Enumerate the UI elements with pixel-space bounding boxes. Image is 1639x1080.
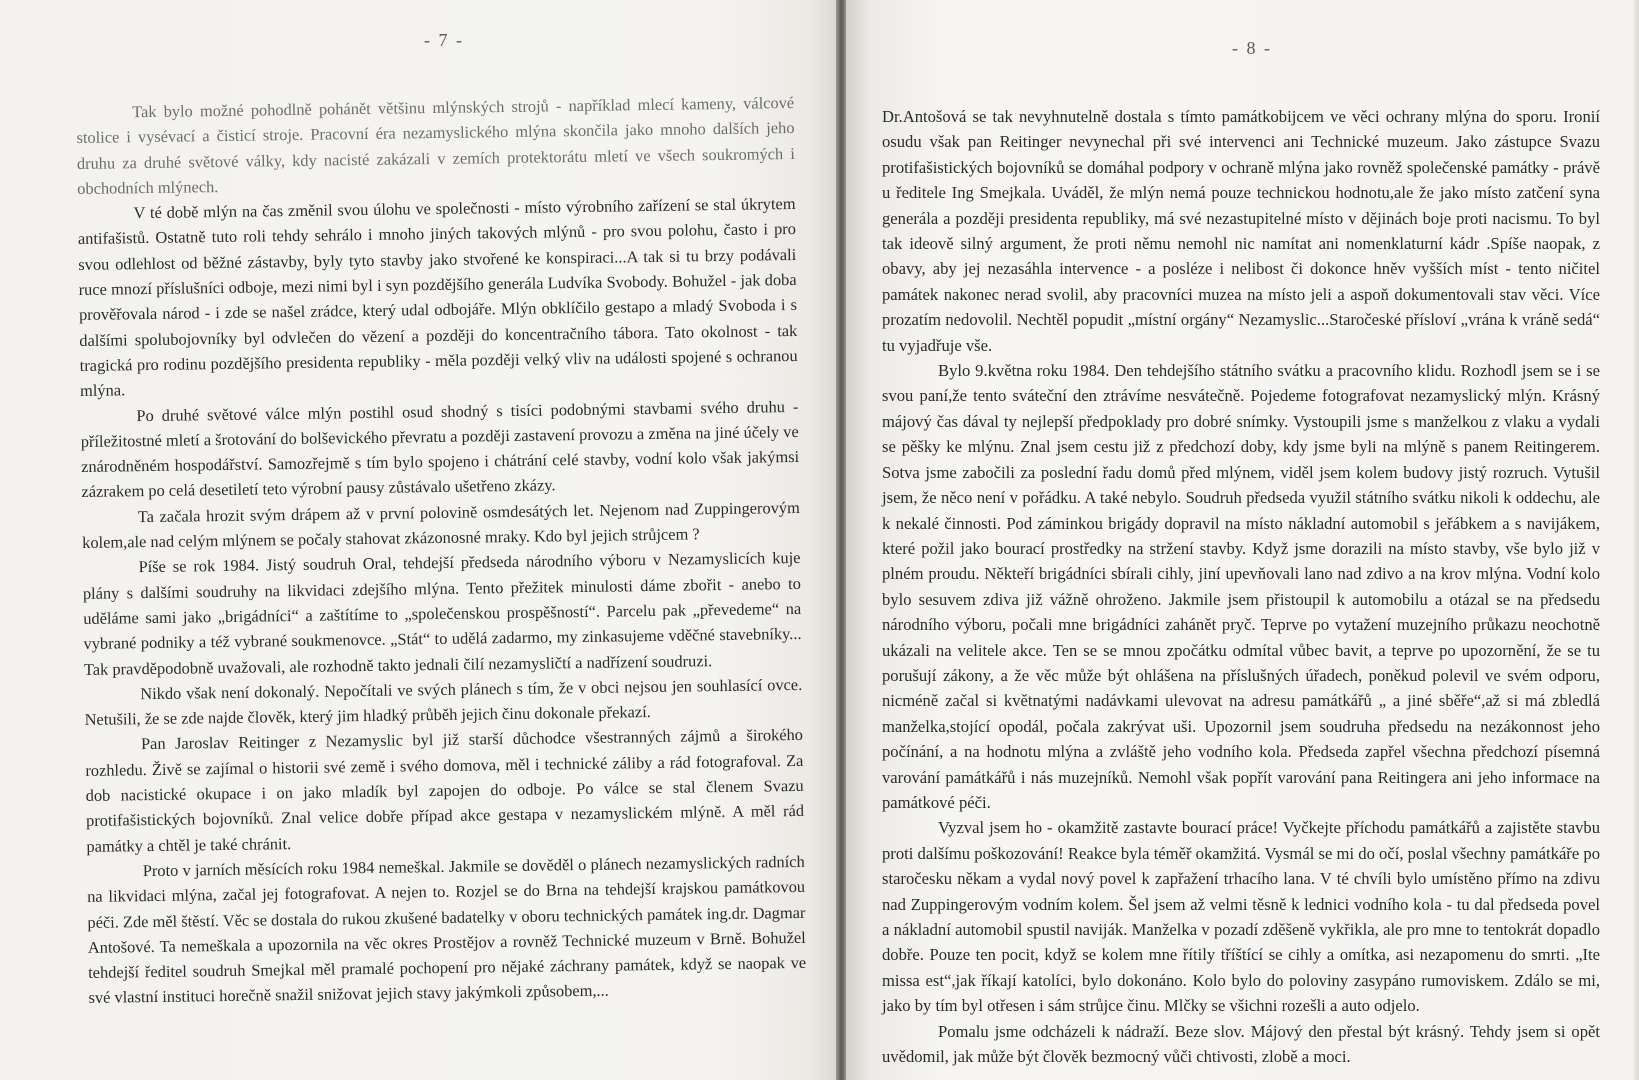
- paragraph: V té době mlýn na čas změnil svou úlohu ve společnosti - místo výrobního zařízení se stal úkrytem antifašistů. Ostatně tuto roli tehdy sehrálo i mnoho jiných takových mlýnů - pro svou polohu, často i pro svou odlehlost od běžné zástavby, byly tyto stavby jako stvořené ke konspiraci...A tak si tu brzy podávali ruce mnozí příslušníci odboje, mezi nimi byl i syn pozdějšího generála Ludvíka Svobody. Bohužel - jak doba prověřovala národ - i zde se našel zrádce, který udal odbojáře. Mlýn obklíčilo gestapo a mladý Svoboda i s dalšími spolubojovníky byl odvlečen do vězení a později do koncentračního tábora. Tato okolnost - tak tragická pro rodinu pozdějšího presidenta republiky - měla později velký vliv na události spojené s ochranou mlýna.: [77, 194, 798, 401]
- page-number: - 8 -: [1232, 38, 1272, 58]
- paragraph: Píše se rok 1984. Jistý soudruh Oral, tehdejší předseda národního výboru v Nezamyslicích kuje plány s dalšími soudruhy na likvidaci zdejšího mlýna. Tento přežitek minulosti dáme zbořit - anebo to uděláme sami jako „brigádníci“ a zaštítíme to „společenskou prospěšností“. Parcelu pak „převedeme“ na vybrané podniky a též vybrané soukmenovce. „Stát“ to udělá zadarmo, my zinkasujeme vděčné stavebníky... Tak pravděpodobně uvažovali, ale rozhodně takto jednali čilí nezamysličtí a nadřízení soudruzi.: [82, 548, 802, 679]
- paragraph: Vyzval jsem ho - okamžitě zastavte bourací práce! Vyčkejte příchodu památkářů a zajistěte stavbu proti dalšímu poškozování! Reakce byla téměř okamžitá. Vysmál se mi do očí, poslal všechny památkáře po staročesku někam a vydal nový povel k zapřažení trhacího lana. V té chvíli bylo umístěno přímo na zdivu nad Zuppingerovým vodním kolem. Šel jsem až velmi těsně k lednici vodního kola - tu dal předseda povel a nákladní automobil spustil naviják. Manželka v pozadí zděšeně vykřikla, ale pro mne to tentokrát dopadlo dobře. Pouze ten pocit, když se kolem mne řítily tříštící se cihly a omítka, asi nezapomenu do smrti. „Ite missa est“,jak říkají katolíci, bylo dokonáno. Kolo bylo do poloviny zasypáno rumoviskem. Zdálo se mi, jako by tím byl otřesen i sám strůjce činu. Mlčky se všichni rozešli a auto odjelo.: [882, 818, 1600, 1016]
- page-text: [76, 90, 807, 1011]
- paragraph: Proto v jarních měsících roku 1984 nemeškal. Jakmile se dověděl o plánech nezamyslických radních na likvidaci mlýna, začal jej fotografovat. A nejen to. Rozjel se do Brna na tehdejší krajskou památkovou péči. Zde měl štěstí. Věc se dostala do rukou zkušené badatelky v oboru technických památek ing.dr. Dagmar Antošové. Ta nemeškala a upozornila na věc okres Prostějov a rovněž Technické muzeum v Brně. Bohužel tehdejší ředitel soudruh Smejkal měl pramalé pochopení pro nějaké záchrany památek, když se naopak ve své vlastní instituci horečně snažil snižovat jejich stavy jakýmkoli způsobem,...: [86, 851, 807, 1008]
- page-text: [882, 104, 1600, 1069]
- paragraph: Ta začala hrozit svým drápem až v první polovině osmdesátých let. Nejenom nad Zuppingerovým kolem,ale nad celým mlýnem se počaly stahovat zkázonosné mraky. Kdo byl jejich strůjcem ?: [82, 497, 800, 553]
- paragraph: Po druhé světové válce mlýn postihl osud shodný s tisíci podobnými stavbami svého druhu - příležitostné mletí a šrotování do bolševického převratu a později zastavení provozu a změna na jiné účely ve znárodněném hospodářství. Samozřejmě s tím bylo spojeno i chátrání celé stavby, vodní kolo však jakýmsi zázrakem po celá desetiletí teto výrobní pausy zůstávalo ušetřeno zkázy.: [80, 396, 800, 502]
- page-right: [846, 0, 1639, 1080]
- paragraph: Pomalu jsme odcházeli k nádraží. Beze slov. Májový den přestal být krásný. Tehdy jsem si opět uvědomil, jak může být člověk bezmocný vůči chtivosti, zlobě a moci.: [882, 1021, 1600, 1067]
- paragraph: Pan Jaroslav Reitinger z Nezamyslic byl již starší důchodce všestranných zájmů a širokého rozhledu. Živě se zajímal o historii své země i svého domova, měl i technické záliby a rád fotografoval. Za dob nacistické okupace i on jako mladík byl zapojen do odboje. Po válce se stal členem Svazu protifašistických bojovníků. Znal velice dobře případ akce gestapa v nezamyslickém mlýně. A měl rád památky a chtěl je také chránit.: [85, 725, 805, 856]
- paragraph: Bylo 9.května roku 1984. Den tehdejšího státního svátku a pracovního klidu. Rozhodl jsem se i se svou paní,že tento sváteční den ztrávíme nesvátečně. Pojedeme fotografovat nezamyslický mlýn. Krásný májový čas dával ty nejlepší předpoklady pro dobré snímky. Vystoupili jsme s manželkou z vlaku a vydali se pěšky ke mlýnu. Znal jsem cestu již z předchozí doby, kdy jsme byli na mlýně s panem Reitingerem. Sotva jsme zabočili za poslední řadu domů před mlýnem, viděl jsem kolem budovy jistý rozruch. Vytušil jsem, že něco není v pořádku. A také nebylo. Soudruh předseda využil státního svátku nikoli k oddechu, ale k nekalé činnosti. Pod záminkou brigády dopravil na místo nákladní automobil s jeřábkem a s navijákem, které požil jako bourací prostředky na stržení stavby. Když jsme dorazili na místo stavby, vše bylo již v plném proudu. Někteří brigádníci sbírali cihly, jiní upevňovali lano nad zdivo a na krov mlýna. Vodní kolo bylo sesuvem zdiva již vážně ohroženo. Jakmile jsem přistoupil k automobilu a otázal se na předsedu národního výboru, počali mne brigádníci zahánět pryč. Teprve po vytažení muzejního průkazu neochotně ukázali na velitele akce. Ten se se mnou zpočátku odmítal vůbec bavit, a teprve po upozornění, že se tu porušují zákony, a že věc může být ohlášena na příslušných úřadech, poněkud polevil ve svém odporu, nicméně začal si květnatými nadávkami ulevovat na adresu památkářů „ a jiné sběře“,až si má zbledlá manželka,stojící opodál, počala zakrývat uši. Upozornil jsem soudruha předsedu na nezákonnost jeho počínání, a na hodnotu mlýna a zvláště jeho vodního kola. Předseda zapřel všechna předchozí písemná varování památkářů i nás muzejníků. Nemohl však popřít varování pana Reitingera ani jeho informace na památkové péči.: [882, 361, 1600, 812]
- paragraph: Nikdo však není dokonalý. Nepočítali ve svých plánech s tím, že v obci nejsou jen souhlasící ovce. Netušili, že se zde najde člověk, který jim hladký průběh jejich činu dokonale překazí.: [84, 674, 803, 730]
- page-number: - 7 -: [424, 30, 464, 50]
- scan-edge: [1633, 0, 1639, 1080]
- paragraph: Tak bylo možné pohodlně pohánět většinu mlýnských strojů - například mlecí kameny, válcové stolice i vysévací a čisticí stroje. Pracovní éra nezamyslického mlýna skončila jako mnoho dalších jeho druhu za druhé světové války, kdy nacisté zakázali v zemích protektorátu mletí ve všech soukromých i obchodních mlýnech.: [76, 92, 795, 198]
- paragraph: Dr.Antošová se tak nevyhnutelně dostala s tímto památkobijcem ve věci ochrany mlýna do sporu. Ironií osudu však pan Reitinger nevynechal při své intervenci ani Technické muzeum. Jako zástupce Svazu protifašistických bojovníků se domáhal podpory v ochraně mlýna jako rovněž společenské památky - právě u ředitele Ing Smejkala. Uváděl, že mlýn nemá pouze technickou hodnotu,ale že jako místo zatčení syna generála a později presidenta republiky, má své nezastupitelné místo v dějinách boje proti nacismu. To byl tak ideově silný argument, že proti němu nemohl nic namítat ani nomenklaturní kádr .Spíše naopak, z obavy, aby jej nezasáhla intervence - a posléze i nelibost či dokonce hněv vyšších míst - tento ničitel památek nakonec nerad svolil, aby pracovníci muzea na místo jeli a aspoň dokumentovali stav věci. Více prozatím nedovolil. Nechtěl popudit „místní orgány“ Nezamyslic...Staročeské přísloví „vrána k vráně sedá“ tu vyjadřuje vše.: [882, 107, 1600, 355]
